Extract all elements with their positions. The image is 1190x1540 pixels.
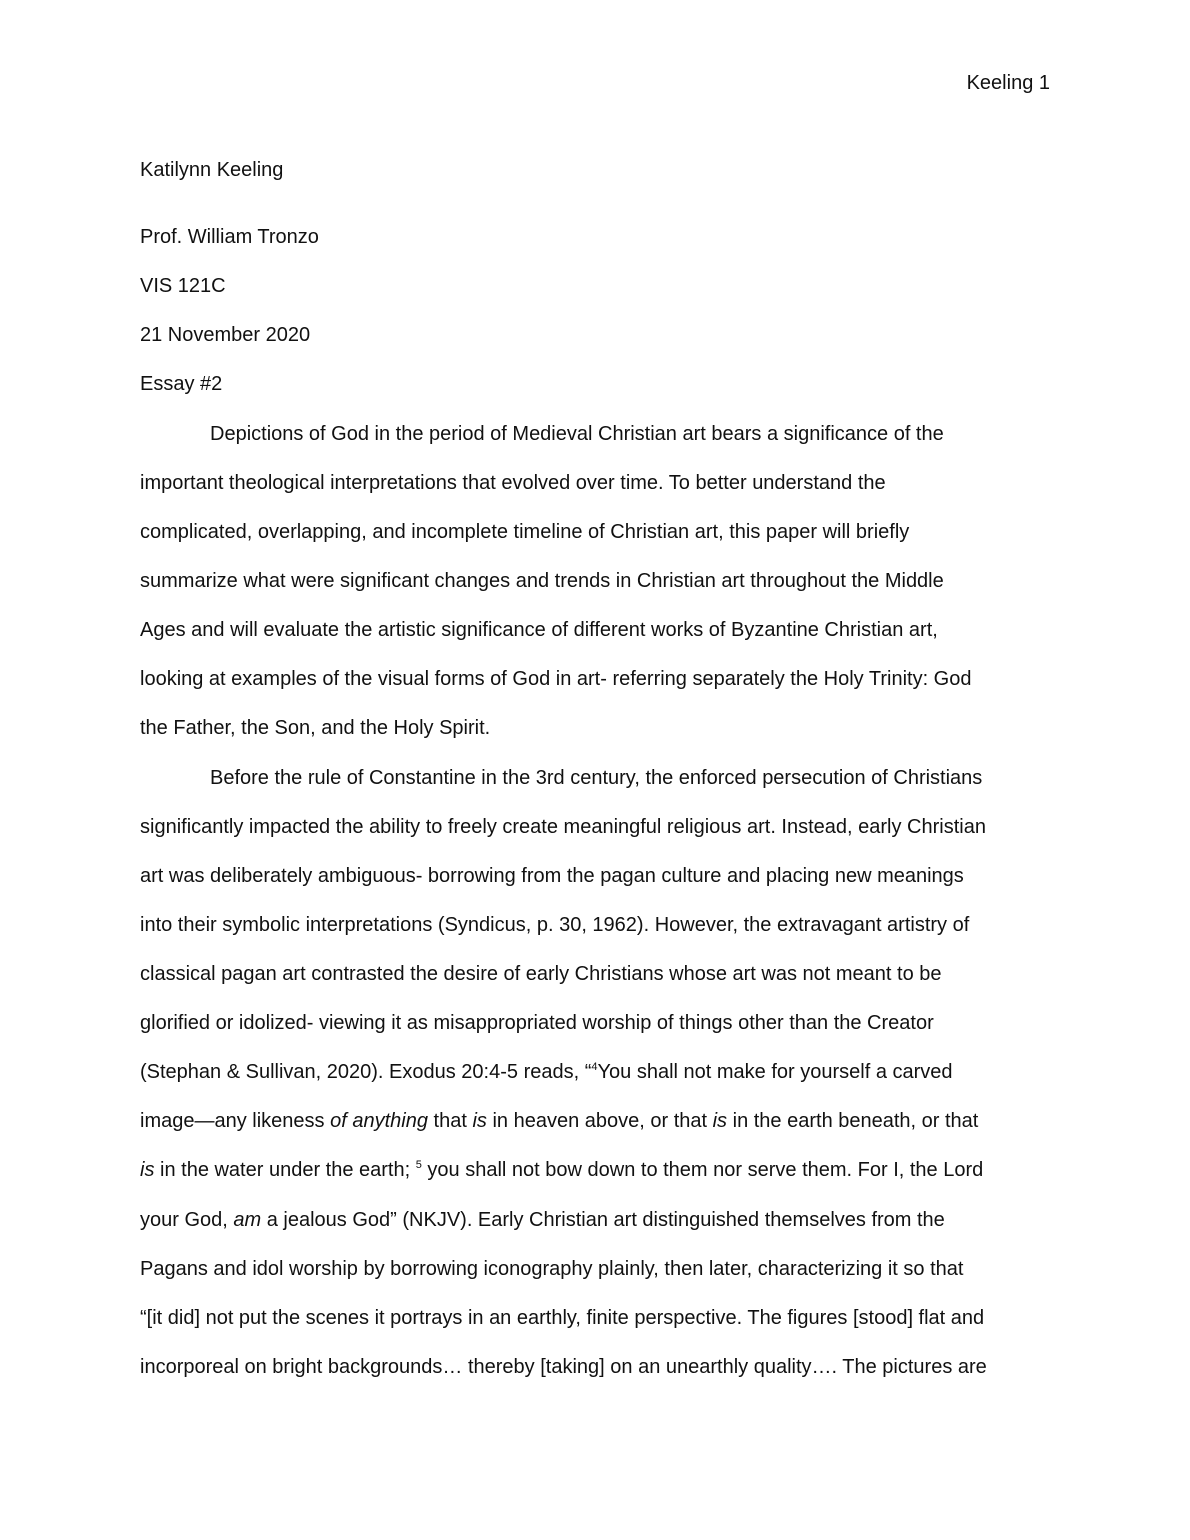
text-run: that	[427, 1110, 473, 1132]
paragraph-2-line: into their symbolic interpretations (Syndicus, p. 30, 1962). However, the extravagant artistry of	[140, 914, 970, 936]
paragraph-2-line: classical pagan art contrasted the desire of early Christians whose art was not meant to be	[140, 963, 942, 985]
paragraph-2-line: Before the rule of Constantine in the 3rd century, the enforced persecution of Christians	[210, 767, 983, 789]
verse-number: 5	[415, 1159, 422, 1171]
italic-run: is	[712, 1110, 728, 1132]
text-run: in the earth beneath, or that	[727, 1110, 979, 1132]
paragraph-2-line	[140, 1059, 953, 1085]
italic-run: of anything	[330, 1110, 428, 1132]
italic-run: is	[472, 1110, 487, 1132]
text-run: you shall not bow down to them nor serve them. For I, the Lord	[421, 1159, 984, 1181]
text-run: image—any likeness	[140, 1110, 331, 1132]
paragraph-2-line: incorporeal on bright backgrounds… thereby [taking] on an unearthly quality…. The pictures are	[140, 1356, 987, 1378]
course-code: VIS 121C	[140, 275, 226, 297]
verse-number: 4	[591, 1061, 598, 1073]
paragraph-2-line: “[it did] not put the scenes it portrays in an earthly, finite perspective. The figures [stood] flat and	[140, 1307, 985, 1329]
paragraph-1-line: looking at examples of the visual forms of God in art- referring separately the Holy Trinity: God	[140, 668, 972, 690]
text-run: your God,	[140, 1209, 234, 1231]
text-run: a jealous God” (NKJV). Early Christian art distinguished themselves from the	[261, 1209, 945, 1231]
paragraph-1-line: Depictions of God in the period of Medieval Christian art bears a significance of the	[210, 423, 944, 445]
author-name: Katilynn Keeling	[140, 159, 284, 181]
running-header: Keeling 1	[966, 72, 1050, 94]
text-run: in the water under the earth;	[154, 1159, 416, 1181]
text-run: (Stephan & Sullivan, 2020). Exodus 20:4-5 reads, “	[140, 1061, 592, 1083]
paragraph-2-line	[140, 1207, 945, 1233]
italic-run: is	[140, 1159, 155, 1181]
paragraph-2-line: glorified or idolized- viewing it as misappropriated worship of things other than the Creator	[140, 1012, 934, 1034]
paragraph-2-line	[140, 1157, 983, 1183]
italic-run: am	[233, 1209, 262, 1231]
professor-name: Prof. William Tronzo	[140, 226, 319, 248]
paragraph-2-line: significantly impacted the ability to freely create meaningful religious art. Instead, early Christian	[140, 816, 986, 838]
essay-date: 21 November 2020	[140, 324, 311, 346]
assignment-title: Essay #2	[140, 373, 223, 395]
paragraph-2-line: art was deliberately ambiguous- borrowing from the pagan culture and placing new meanings	[140, 865, 964, 887]
text-run: You shall not make for yourself a carved	[597, 1061, 953, 1083]
paragraph-1-line: the Father, the Son, and the Holy Spirit.	[140, 717, 491, 739]
paragraph-2-line: Pagans and idol worship by borrowing iconography plainly, then later, characterizing it so that	[140, 1258, 964, 1280]
text-run: in heaven above, or that	[486, 1110, 713, 1132]
paragraph-1-line: complicated, overlapping, and incomplete timeline of Christian art, this paper will briefly	[140, 521, 910, 543]
paragraph-2-line	[140, 1108, 978, 1134]
paragraph-1-line: important theological interpretations that evolved over time. To better understand the	[140, 472, 886, 494]
paragraph-1-line: summarize what were significant changes and trends in Christian art throughout the Middle	[140, 570, 944, 592]
paragraph-1-line: Ages and will evaluate the artistic significance of different works of Byzantine Christian art,	[140, 619, 938, 641]
